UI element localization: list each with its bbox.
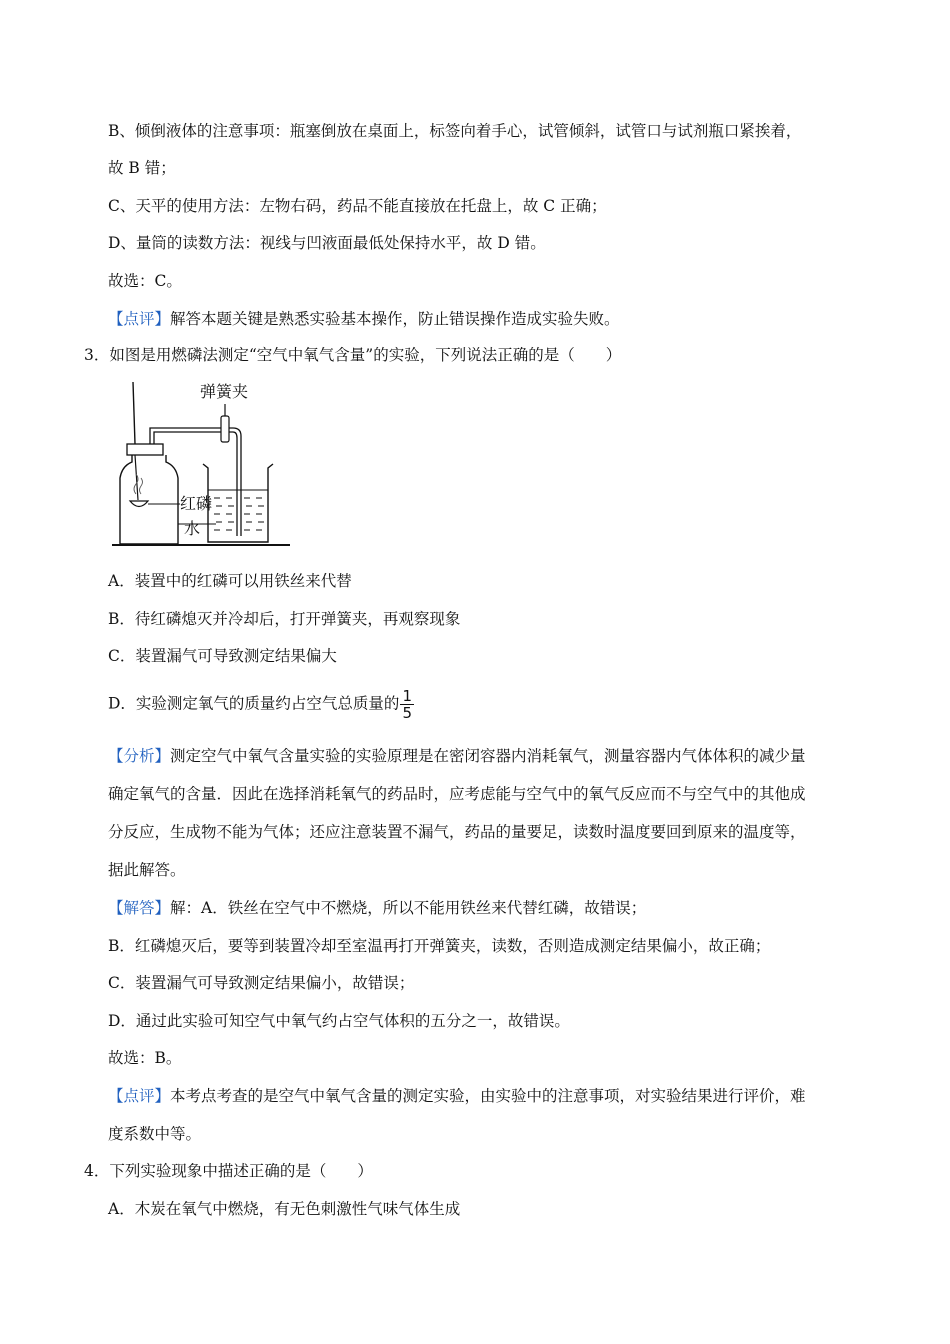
- q3-analysis-line2: 确定氧气的含量．因此在选择消耗氧气的药品时，应考虑能与空气中的氧气反应而不与空气中的其他成: [108, 785, 806, 803]
- rubber-stopper: [127, 444, 163, 455]
- answer-text: 解：A．铁丝在空气中不燃烧，所以不能用铁丝来代替红磷，故错误；: [170, 899, 647, 917]
- spring-clamp: [221, 416, 229, 442]
- q4-stem: [84, 1160, 373, 1182]
- label-water: 水: [184, 519, 201, 538]
- q3-stem: [84, 344, 621, 366]
- q3-answer-c: C．装置漏气可导致测定结果偏小，故错误；: [108, 974, 415, 992]
- ignition-rod: [133, 382, 135, 444]
- q3-option-c: C．装置漏气可导致测定结果偏大: [108, 647, 337, 665]
- q3-comment-line1: [108, 1085, 806, 1107]
- smoke-lines: [134, 474, 143, 494]
- apparatus-figure: [108, 382, 290, 550]
- beaker: [203, 464, 273, 542]
- q3-option-a: A．装置中的红磷可以用铁丝来代替: [108, 572, 352, 590]
- fraction-numerator: 1: [402, 687, 412, 705]
- question-number: 3．: [84, 346, 110, 364]
- q4-option-a: A．木炭在氧气中燃烧，有无色刺激性气味气体生成: [108, 1200, 461, 1218]
- q3-answer-a: [108, 897, 646, 919]
- comment-text: 解答本题关键是熟悉实验基本操作，防止错误操作造成实验失败。: [170, 310, 620, 328]
- q3-answer-choice: 故选：B。: [108, 1049, 182, 1067]
- question-text: 如图是用燃磷法测定“空气中氧气含量”的实验，下列说法正确的是（ ）: [109, 346, 622, 364]
- q3-answer-b: B．红磷熄灭后，要等到装置冷却至室温再打开弹簧夹，读数，否则造成测定结果偏小，故正确；: [108, 937, 771, 955]
- label-clamp: 弹簧夹: [200, 382, 249, 401]
- label-phosphorus: 红磷: [180, 494, 213, 513]
- q3-comment-line2: 度系数中等。: [108, 1125, 202, 1143]
- comment-text: 本考点考查的是空气中氧气含量的测定实验，由实验中的注意事项，对实验结果进行评价，难: [170, 1087, 806, 1105]
- q2-answer-choice: 故选：C。: [108, 272, 182, 290]
- question-number: 4．: [84, 1162, 110, 1180]
- gas-bottle: [120, 455, 178, 544]
- water-dashes: [214, 498, 264, 530]
- question-text: 下列实验现象中描述正确的是（ ）: [109, 1162, 373, 1180]
- q2-option-b-explanation-line1: B、倾倒液体的注意事项：瓶塞倒放在桌面上，标签向着手心，试管倾斜，试管口与试剂瓶口紧挨着，: [108, 122, 802, 140]
- q3-option-b: B．待红磷熄灭并冷却后，打开弹簧夹，再观察现象: [108, 610, 461, 628]
- q3-answer-d: D．通过此实验可知空气中氧气约占空气体积的五分之一，故错误。: [108, 1012, 570, 1030]
- comment-tag: 【点评】: [108, 1087, 171, 1105]
- fraction-one-fifth: [400, 688, 414, 721]
- q3-analysis-line4: 据此解答。: [108, 861, 186, 879]
- option-d-text: D．实验测定氧气的质量约占空气总质量的: [108, 694, 400, 713]
- comment-tag: 【点评】: [108, 310, 171, 328]
- analysis-text: 测定空气中氧气含量实验的实验原理是在密闭容器内消耗氧气，测量容器内气体体积的减少量: [170, 747, 806, 765]
- q3-analysis-line1: [108, 745, 806, 767]
- q3-analysis-line3: 分反应，生成物不能为气体；还应注意装置不漏气，药品的量要足，读数时温度要回到原来的温度等，: [108, 823, 806, 841]
- fraction-denominator: 5: [402, 704, 412, 722]
- q2-option-d-explanation: D、量筒的读数方法：视线与凹液面最低处保持水平，故 D 错。: [108, 234, 546, 252]
- q2-comment: [108, 308, 620, 330]
- q2-option-c-explanation: C、天平的使用方法：左物右码，药品不能直接放在托盘上，故 C 正确；: [108, 197, 607, 215]
- combustion-spoon: [130, 501, 148, 507]
- q3-option-d: [108, 688, 414, 721]
- q2-option-b-explanation-line2: 故 B 错；: [108, 159, 176, 177]
- analysis-tag: 【分析】: [108, 747, 171, 765]
- answer-tag: 【解答】: [108, 899, 171, 917]
